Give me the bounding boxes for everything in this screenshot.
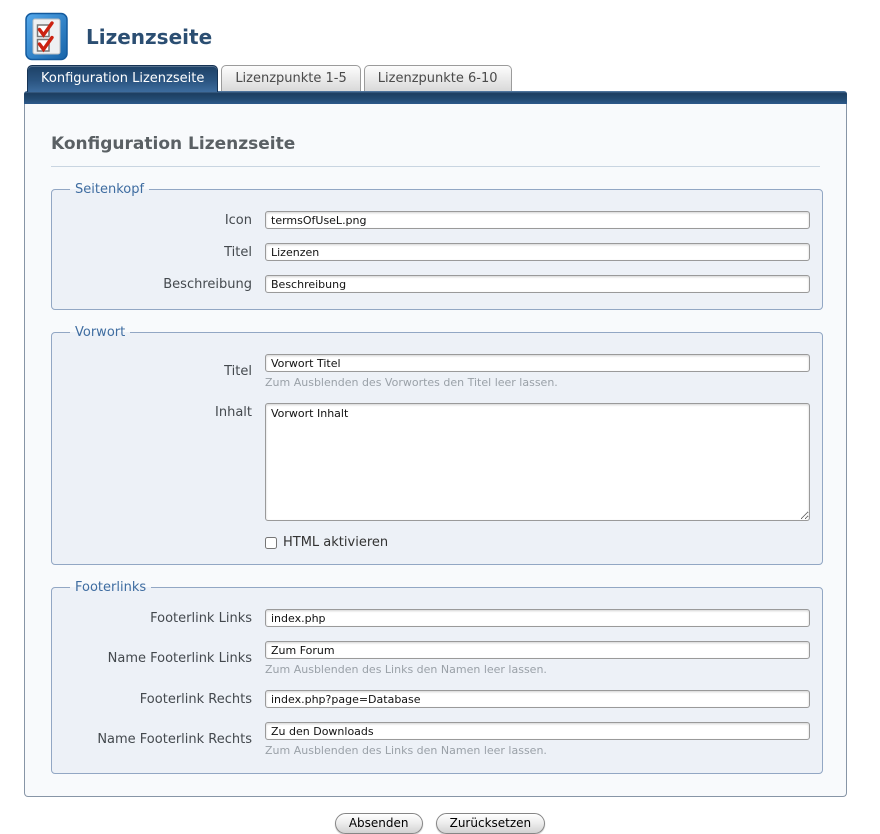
tab-strip-bar [24,91,847,104]
beschreibung-input[interactable] [265,275,810,293]
zuruecksetzen-button[interactable]: Zurücksetzen [436,813,546,834]
page-heading: Konfiguration Lizenzseite [51,128,820,167]
tab-konfiguration-lizenzseite[interactable]: Konfiguration Lizenzseite [27,65,218,92]
form-actions [0,812,880,834]
tab-lizenzpunkte-1-5[interactable]: Lizenzpunkte 1-5 [221,65,360,91]
titel-input[interactable] [265,243,810,261]
form-row [64,641,810,676]
form-row [64,211,810,229]
tab-bar [27,64,880,91]
name-footerlink-links-hint: Zum Ausblenden des Links den Namen leer lassen. [265,663,547,676]
html-aktivieren-label: HTML aktivieren [283,535,389,550]
license-checklist-icon [24,11,72,63]
html-aktivieren-checkbox[interactable] [265,537,277,549]
vorwort-inhalt-textarea[interactable] [265,403,810,521]
vorwort-titel-label: Titel [224,364,252,379]
absenden-button[interactable]: Absenden [335,813,423,834]
main-panel [24,104,847,797]
titel-field-label: Titel [224,244,252,260]
form-row [64,354,810,389]
icon-input[interactable] [265,211,810,229]
app-header [0,0,880,64]
fieldset-footerlinks [51,580,823,774]
form-row [64,275,810,293]
vorwort-inhalt-label: Inhalt [215,405,252,420]
fieldset-vorwort-legend: Vorwort [75,325,126,340]
name-footerlink-links-label: Name Footerlink Links [107,651,252,666]
page-title: Lizenzseite [86,25,213,49]
vorwort-titel-hint: Zum Ausblenden des Vorwortes den Titel leer lassen. [265,376,558,389]
icon-field-label: Icon [224,212,252,228]
form-row [64,690,810,708]
form-row [64,403,810,521]
fieldset-seitenkopf-legend: Seitenkopf [75,182,145,197]
footerlink-rechts-input[interactable] [265,690,810,708]
fieldset-vorwort [51,325,823,565]
footerlink-links-label: Footerlink Links [150,610,252,626]
fieldset-seitenkopf [51,182,823,310]
name-footerlink-rechts-input[interactable] [265,722,810,740]
footerlink-rechts-label: Footerlink Rechts [139,691,252,707]
name-footerlink-links-input[interactable] [265,641,810,659]
name-footerlink-rechts-hint: Zum Ausblenden des Links den Namen leer lassen. [265,744,547,757]
html-aktivieren-row [265,535,810,550]
beschreibung-field-label: Beschreibung [163,276,252,292]
form-row [64,609,810,627]
form-row [64,243,810,261]
fieldset-footerlinks-legend: Footerlinks [75,580,147,595]
tab-lizenzpunkte-6-10[interactable]: Lizenzpunkte 6-10 [364,65,512,91]
vorwort-titel-input[interactable] [265,354,810,372]
footerlink-links-input[interactable] [265,609,810,627]
name-footerlink-rechts-label: Name Footerlink Rechts [97,732,252,747]
form-row [64,722,810,757]
